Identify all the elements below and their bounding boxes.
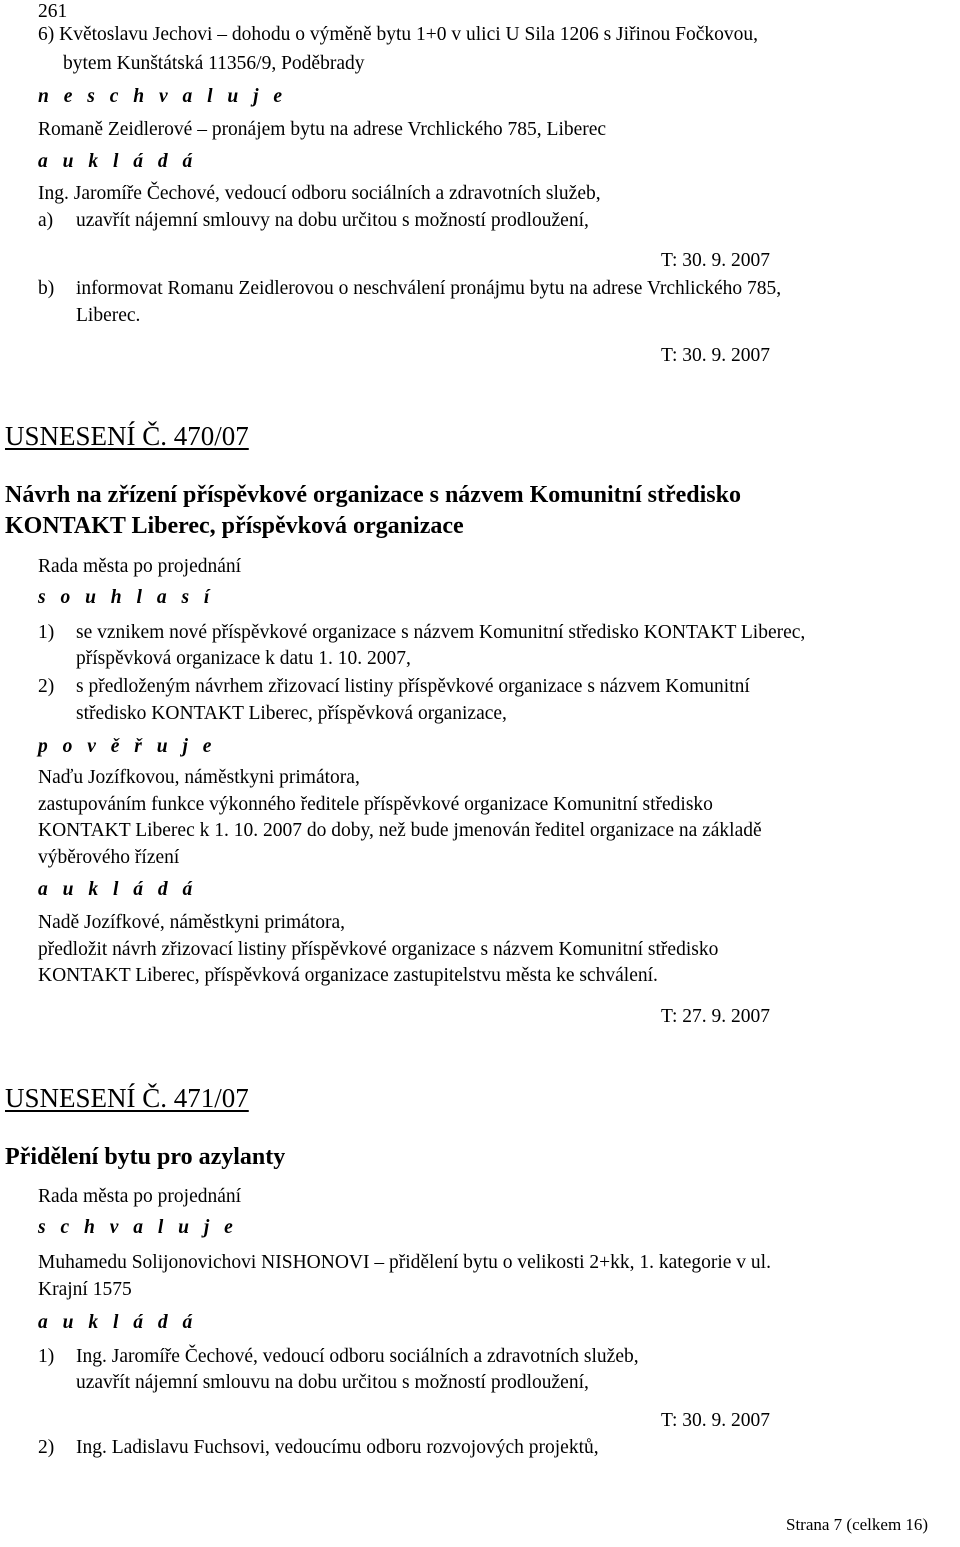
task-b-deadline: T: 30. 9. 2007 — [661, 345, 770, 366]
delegate-line3: KONTAKT Liberec k 1. 10. 2007 do doby, než bude jmenován ředitel organizace na základě — [38, 820, 762, 841]
page-footer: Strana 7 (celkem 16) — [786, 1515, 929, 1534]
resolution-470-subject-line1: Návrh na zřízení příspěvkové organizace s názvem Komunitní středisko — [5, 482, 741, 508]
task1-deadline: T: 30. 9. 2007 — [661, 1410, 770, 1431]
item1-line1: se vznikem nové příspěvkové organizace s názvem Komunitní středisko KONTAKT Liberec, — [76, 622, 806, 643]
resolution-471-subject: Přidělení bytu pro azylanty — [5, 1144, 286, 1170]
task-deadline-470: T: 27. 9. 2007 — [661, 1006, 770, 1027]
task-b-marker: b) — [38, 278, 55, 299]
resolution-470-subject-line2: KONTAKT Liberec, příspěvková organizace — [5, 513, 464, 539]
task1-marker: 1) — [38, 1346, 55, 1367]
item1-marker: 1) — [38, 622, 55, 643]
task-a-text: uzavřít nájemní smlouvy na dobu určitou s možností prodloužení, — [76, 210, 589, 231]
verb-uklada-470: a u k l á d á — [38, 879, 198, 900]
task2-marker: 2) — [38, 1437, 55, 1458]
task2-line1: Ing. Ladislavu Fuchsovi, vedoucímu odboru rozvojových projektů, — [76, 1437, 599, 1458]
verb-uklada-471: a u k l á d á — [38, 1312, 198, 1333]
task-line1: Nadě Jozífkové, náměstkyni primátora, — [38, 912, 346, 933]
approved-line1: Muhamedu Solijonovichovi NISHONOVI – přidělení bytu o velikosti 2+kk, 1. kategorie v ul. — [38, 1252, 771, 1273]
verb-poveruje: p o v ě ř u j e — [38, 736, 217, 757]
delegate-line1: Naďu Jozífkovou, náměstkyni primátora, — [38, 767, 360, 788]
task1-line2: uzavřít nájemní smlouvu na dobu určitou s možností prodloužení, — [76, 1372, 589, 1393]
verb-schvaluje: s c h v a l u j e — [38, 1217, 238, 1238]
delegate-line4: výběrového řízení — [38, 847, 180, 868]
item2-marker: 2) — [38, 676, 55, 697]
page-number: 261 — [38, 1, 68, 22]
item2-line1: s předloženým návrhem zřizovací listiny příspěvkové organizace s názvem Komunitní — [76, 676, 750, 697]
item1-line2: příspěvková organizace k datu 1. 10. 2007, — [76, 648, 411, 669]
item2-line2: středisko KONTAKT Liberec, příspěvková organizace, — [76, 703, 507, 724]
resolution-470-heading: USNESENÍ Č. 470/07 — [5, 421, 249, 451]
verb-souhlasi: s o u h l a s í — [38, 587, 215, 608]
delegate-line2: zastupováním funkce výkonného ředitele příspěvkové organizace Komunitní středisko — [38, 794, 713, 815]
verb-uklada: a u k l á d á — [38, 151, 198, 172]
task-a-marker: a) — [38, 210, 54, 231]
resolution-470-intro: Rada města po projednání — [38, 556, 242, 577]
task-b-line2: Liberec. — [76, 305, 141, 326]
task-b-line1: informovat Romanu Zeidlerovou o neschválení pronájmu bytu na adrese Vrchlického 785, — [76, 278, 782, 299]
rejected-line: Romaně Zeidlerové – pronájem bytu na adrese Vrchlického 785, Liberec — [38, 119, 607, 140]
task1-line1: Ing. Jaromíře Čechové, vedoucí odboru sociálních a zdravotních služeb, — [76, 1346, 639, 1367]
task-line2: předložit návrh zřizovací listiny příspěvkové organizace s názvem Komunitní středisko — [38, 939, 719, 960]
resolution-471-heading: USNESENÍ Č. 471/07 — [5, 1083, 249, 1113]
task-a-deadline: T: 30. 9. 2007 — [661, 250, 770, 271]
verb-neschvaluje: n e s c h v a l u j e — [38, 86, 288, 107]
approved-line2: Krajní 1575 — [38, 1279, 132, 1300]
resolution-471-intro: Rada města po projednání — [38, 1186, 242, 1207]
item6-line2: bytem Kunštátská 11356/9, Poděbrady — [63, 53, 365, 74]
item6-line1: 6) Květoslavu Jechovi – dohodu o výměně bytu 1+0 v ulici U Sila 1206 s Jiřinou Fočkovou, — [38, 24, 758, 45]
task-line3: KONTAKT Liberec, příspěvková organizace zastupitelstvu města ke schválení. — [38, 965, 658, 986]
assignee-line: Ing. Jaromíře Čechové, vedoucí odboru sociálních a zdravotních služeb, — [38, 183, 601, 204]
